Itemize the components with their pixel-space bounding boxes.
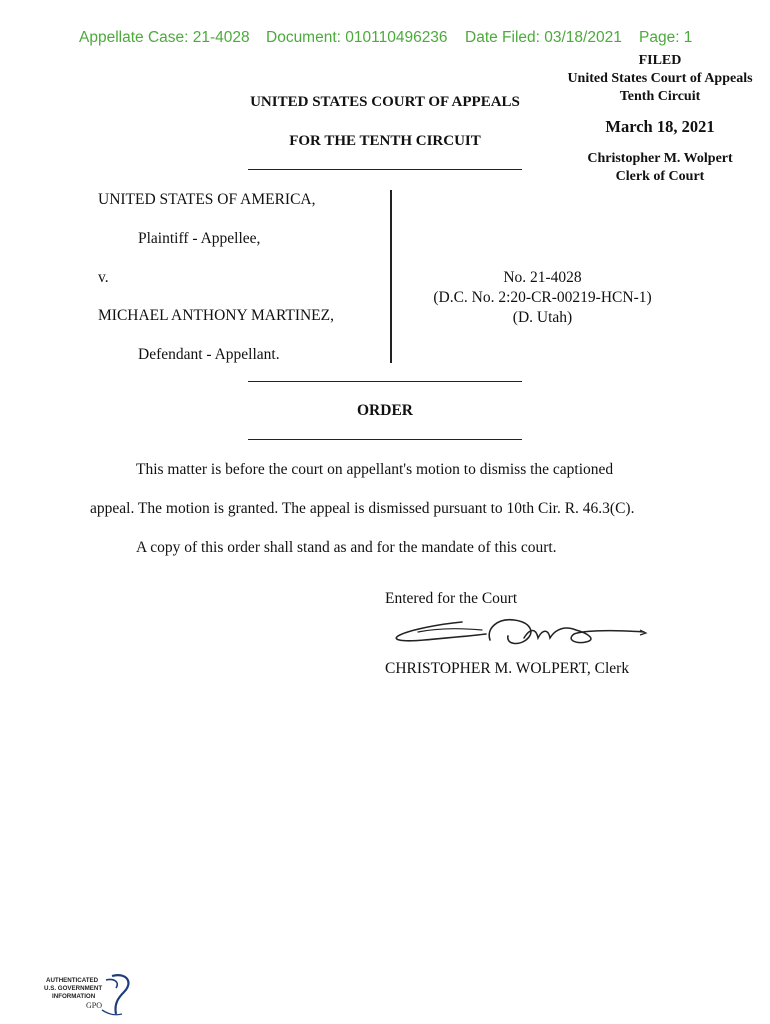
header-document: Document: 010110496236 <box>266 29 448 46</box>
order-paragraph-2: A copy of this order shall stand as and for the mandate of this court. <box>136 539 557 556</box>
court-title-line1: UNITED STATES COURT OF APPEALS <box>250 94 520 110</box>
district: (D. Utah) <box>512 309 573 326</box>
document-header <box>0 29 770 49</box>
dc-number: (D.C. No. 2:20-CR-00219-HCN-1) <box>433 289 652 306</box>
filed-clerk-title: Clerk of Court <box>615 169 705 184</box>
order-paragraph-1-line-2: appeal. The motion is granted. The appeal is dismissed pursuant to 10th Cir. R. 46.3(C). <box>90 500 635 517</box>
order-rule <box>248 439 522 440</box>
filed-date: March 18, 2021 <box>605 117 715 136</box>
logo-line2: U.S. GOVERNMENT <box>44 985 103 992</box>
defendant-name: MICHAEL ANTHONY MARTINEZ, <box>98 307 334 324</box>
filed-court-line1: United States Court of Appeals <box>567 71 753 86</box>
defendant-role: Defendant - Appellant. <box>138 346 280 363</box>
logo-line3: INFORMATION <box>52 993 96 1000</box>
signer-name: CHRISTOPHER M. WOLPERT, Clerk <box>385 660 630 677</box>
header-date-filed: Date Filed: 03/18/2021 <box>465 29 622 46</box>
logo-line1: AUTHENTICATED <box>46 977 99 984</box>
case-number: No. 21-4028 <box>503 269 582 286</box>
order-paragraph-1-line-1: This matter is before the court on appellant's motion to dismiss the captioned <box>136 461 614 478</box>
handwritten-signature <box>390 610 652 650</box>
filed-court-line2: Tenth Circuit <box>619 89 701 104</box>
filed-stamp <box>552 52 768 186</box>
header-case: Appellate Case: 21-4028 <box>79 29 250 46</box>
plaintiff-name: UNITED STATES OF AMERICA, <box>98 191 316 208</box>
header-page: Page: 1 <box>639 29 693 46</box>
caption-divider <box>390 190 392 363</box>
logo-mark: GPO <box>86 1001 103 1010</box>
gpo-authentication-logo <box>42 970 134 1020</box>
entered-for-court: Entered for the Court <box>385 590 518 607</box>
case-number-block <box>400 268 685 328</box>
plaintiff-role: Plaintiff - Appellee, <box>138 230 261 247</box>
caption-rule <box>248 381 522 382</box>
filed-clerk-name: Christopher M. Wolpert <box>587 151 733 166</box>
court-title-line2: FOR THE TENTH CIRCUIT <box>289 133 481 149</box>
filed-label: FILED <box>638 53 682 68</box>
versus: v. <box>98 269 109 286</box>
order-title: ORDER <box>357 402 413 419</box>
title-rule <box>248 169 522 170</box>
